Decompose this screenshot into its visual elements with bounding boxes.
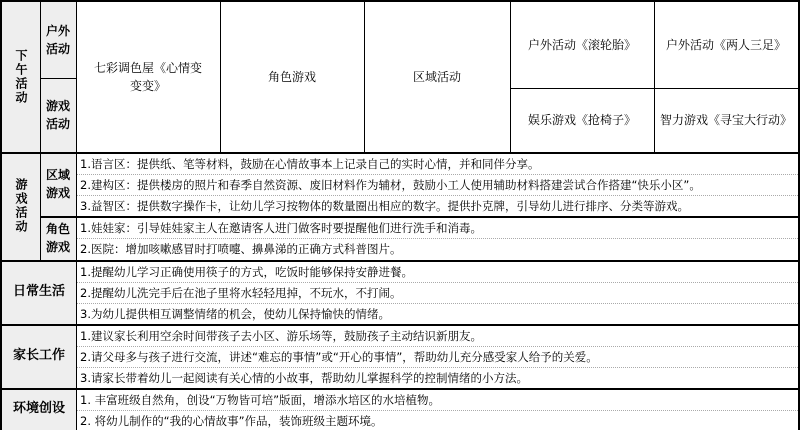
list-item: 3.益智区：提供数字操作卡，让幼儿学习按物体的数量圈出相应的数字。提供扑克牌，引导幼儿进行排序、分类等游戏。 [80,199,689,213]
list-item: 2.建构区：提供楼房的照片和春季自然资源、废旧材料作为辅材，鼓励小工人使用辅助材料搭建尝试合作搭建“快乐小区”。 [76,175,798,196]
list-item: 3.请家长带着幼儿一起阅读有关心情的小故事，帮助幼儿掌握科学的控制情绪的小方法。 [80,371,528,385]
list-item: 2.请父母多与孩子进行交流，讲述“难忘的事情”或“开心的事情”，帮助幼儿充分感受家人给予的关爱。 [76,347,798,368]
area-activity-cell: 区域活动 [412,70,461,84]
game-activity-1: 娱乐游戏《抢椅子》 [527,113,636,127]
afternoon-label: 下午活动 [2,2,40,152]
grid-line [0,152,800,154]
role-game-list [76,218,798,260]
daily-life-label: 日常生活 [2,260,76,324]
environment-label: 环境创设 [2,388,76,430]
outdoor-activity-2: 户外活动《两人三足》 [665,38,786,52]
grid-line [40,78,76,79]
game-activities-label: 游戏活动 [2,152,40,260]
grid-line [364,0,365,152]
list-item: 1.娃娃家：引导娃娃家主人在邀请客人进门做客时要提醒他们进行洗手和消毒。 [76,218,798,239]
list-item: 2.提醒幼儿洗完手后在池子里将水轻轻甩掉，不玩水，不打闹。 [76,283,798,304]
list-item: 1. 丰富班级自然角，创设“万物皆可培”版面，增添水培区的水培植物。 [76,390,798,411]
game-label: 游戏活动 [40,78,76,152]
grid-line [0,0,2,430]
list-item: 3.为幼儿提供相互调整情绪的机会，使幼儿保持愉快的情绪。 [80,307,390,321]
grid-line [76,0,77,430]
environment-list [76,390,798,430]
list-item: 1.提醒幼儿学习正确使用筷子的方式，吃饭时能够保持安静进餐。 [76,262,798,283]
list-item: 1.语言区：提供纸、笔等材料，鼓励在心情故事本上记录自己的实时心情，并和同伴分享。 [76,154,798,175]
list-item: 1.建议家长利用空余时间带孩子去小区、游乐场等，鼓励孩子主动结识新朋友。 [76,326,798,347]
grid-line [510,0,511,152]
grid-line [40,0,41,260]
grid-line [510,88,800,89]
grid-line [0,324,800,326]
area-game-label: 区域游戏 [40,152,76,216]
role-game-label: 角色游戏 [40,216,76,260]
daily-life-list [76,262,798,324]
role-play-cell: 角色游戏 [267,70,316,84]
mood-room-cell: 七彩调色屋《心情变变变》 [93,61,202,93]
grid-line [40,216,800,218]
parent-work-label: 家长工作 [2,324,76,388]
grid-line [220,0,221,152]
parent-work-list [76,326,798,388]
list-item: 2.医院：增加咳嗽感冒时打喷嚏、擤鼻涕的正确方式科普图片。 [80,242,402,256]
grid-line [654,0,655,152]
grid-line [0,260,800,262]
list-item: 2. 将幼儿制作的“我的心情故事”作品，装饰班级主题环境。 [80,414,383,428]
outdoor-label: 户外活动 [40,2,76,78]
grid-line [0,388,800,390]
outdoor-activity-1: 户外活动《滚轮胎》 [527,38,636,52]
grid-line [0,0,800,2]
game-activity-2: 智力游戏《寻宝大行动》 [659,113,792,127]
area-game-list [76,154,798,216]
